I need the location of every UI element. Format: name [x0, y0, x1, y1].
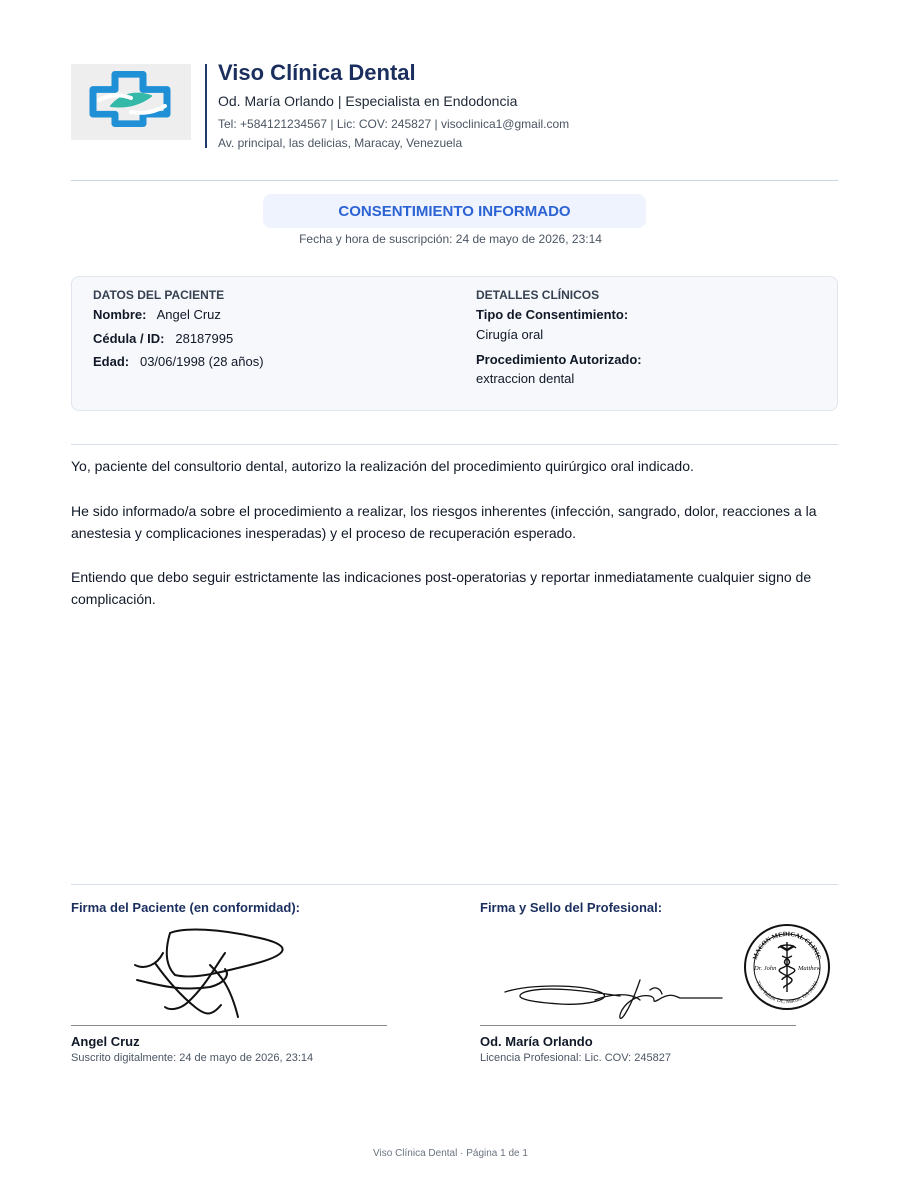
stamp-top-text: MACON MEDICAL CLINIC — [751, 930, 823, 961]
consent-paragraph: Yo, paciente del consultorio dental, autorizo la realización del procedimiento quirúrgico oral indicado. — [71, 458, 694, 474]
patient-id-value: 28187995 — [175, 331, 234, 346]
stamp-bottom-text: 7101 Tallahr Dr., Macon, GA 31211 — [754, 980, 820, 1006]
patient-section-title: DATOS DEL PACIENTE — [93, 288, 225, 302]
patient-name-value: Angel Cruz — [156, 307, 221, 322]
patient-age-row — [93, 354, 264, 369]
consent-paragraph: He sido informado/a sobre el procedimiento a realizar, los riesgos inherentes (infección, sangrado, dolor, reacciones a la anestesia y complicaciones inesperadas) y el proceso de recuperación esperado. — [71, 503, 817, 541]
patient-signature-heading: Firma del Paciente (en conformidad): — [71, 900, 300, 915]
header-divider — [205, 64, 207, 148]
patient-signature-image — [125, 925, 305, 1025]
document-title: CONSENTIMIENTO INFORMADO — [263, 194, 646, 228]
signature-separator — [71, 884, 838, 885]
patient-info-card — [71, 276, 838, 411]
patient-signed-timestamp: Suscrito digitalmente: 24 de mayo de 2026, 23:14 — [71, 1052, 314, 1064]
clinic-logo — [71, 64, 191, 140]
medical-cross-logo-icon — [71, 64, 191, 140]
clinical-section-title: DETALLES CLÍNICOS — [476, 288, 600, 302]
patient-name-label: Nombre: — [93, 307, 147, 322]
professional-signature-heading: Firma y Sello del Profesional: — [480, 900, 663, 915]
patient-name-row — [93, 307, 221, 322]
doctor-line: Od. María Orlando | Especialista en Endodoncia — [218, 93, 518, 109]
clinic-stamp — [742, 922, 832, 1017]
header-separator — [71, 180, 838, 181]
page-footer: Viso Clínica Dental · Página 1 de 1 — [373, 1148, 528, 1159]
professional-license: Licencia Profesional: Lic. COV: 245827 — [480, 1052, 671, 1064]
professional-signature-image — [500, 970, 730, 1025]
contact-line: Tel: +584121234567 | Lic: COV: 245827 | visoclinica1@gmail.com — [218, 117, 570, 131]
professional-signature-line — [480, 1025, 796, 1026]
consent-paragraph: Entiendo que debo seguir estrictamente las indicaciones post-operatorias y reportar inmediatamente cualquier signo de complicación. — [71, 569, 812, 607]
professional-signer-name: Od. María Orlando — [480, 1034, 593, 1049]
patient-id-label: Cédula / ID: — [93, 331, 165, 346]
patient-signature-line — [71, 1025, 387, 1026]
stamp-right-text: Matthew — [798, 965, 821, 972]
stamp-left-text: Dr. John — [754, 965, 777, 972]
patient-signer-name: Angel Cruz — [71, 1034, 140, 1049]
procedure-value: extraccion dental — [476, 371, 575, 386]
patient-age-label: Edad: — [93, 354, 130, 369]
consent-type-label: Tipo de Consentimiento: — [476, 307, 629, 322]
subscription-datetime: Fecha y hora de suscripción: 24 de mayo de 2026, 23:14 — [299, 232, 602, 246]
clinic-stamp-seal-icon — [742, 922, 832, 1012]
patient-age-value: 03/06/1998 (28 años) — [139, 354, 264, 369]
clinic-name: Viso Clínica Dental — [218, 60, 416, 85]
procedure-label: Procedimiento Autorizado: — [476, 352, 642, 367]
body-separator — [71, 444, 838, 445]
patient-id-row — [93, 331, 233, 346]
address-line: Av. principal, las delicias, Maracay, Venezuela — [218, 136, 463, 150]
consent-type-value: Cirugía oral — [476, 327, 544, 342]
